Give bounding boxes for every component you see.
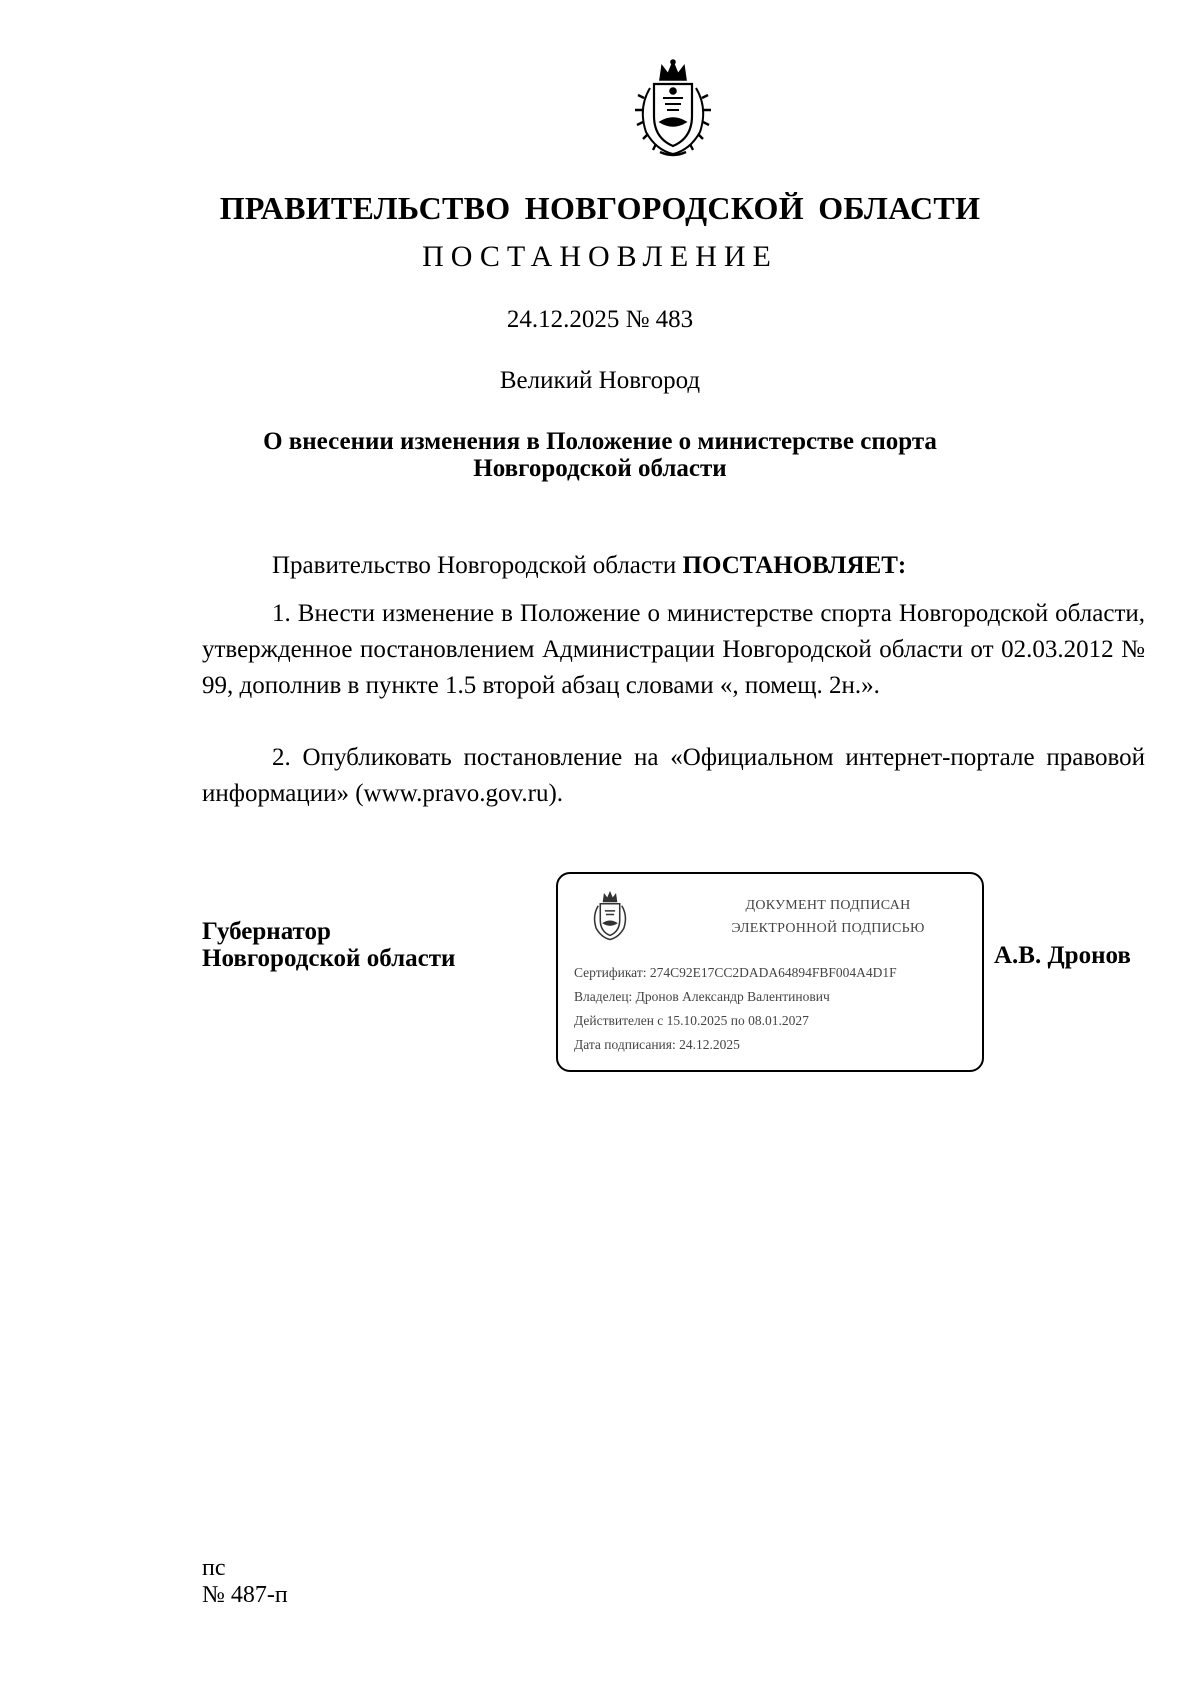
preamble-text: Правительство Новгородской области	[272, 552, 683, 579]
org-title: ПРАВИТЕЛЬСТВО НОВГОРОДСКОЙ ОБЛАСТИ	[219, 190, 981, 226]
signer-title	[202, 918, 455, 972]
signer-title-line-2: Новгородской области	[202, 945, 456, 972]
subject-line-2: Новгородской области	[473, 455, 727, 482]
stamp-heading	[678, 894, 978, 940]
document-date-number: 24.12.2025 № 483	[506, 306, 694, 333]
stamp-validity: Действителен с 15.10.2025 по 08.01.2027	[574, 1013, 809, 1028]
signer-name: А.В. Дронов	[994, 942, 1131, 969]
stamp-heading-line-2: ЭЛЕКТРОННОЙ ПОДПИСЬЮ	[731, 921, 925, 936]
paragraph-2: 2. Опубликовать постановление на «Официальном интернет-портале правовой информации» (www.pravo.gov.ru).	[202, 744, 1145, 807]
footer-line-1: пс	[202, 1555, 226, 1581]
preamble	[202, 548, 1145, 584]
stamp-signing-date: Дата подписания: 24.12.2025	[574, 1037, 740, 1052]
preamble-decree-word: ПОСТАНОВЛЯЕТ:	[682, 552, 907, 579]
stamp-owner: Владелец: Дронов Александр Валентинович	[574, 989, 830, 1004]
stamp-heading-line-1: ДОКУМЕНТ ПОДПИСАН	[745, 898, 911, 913]
footer-line-2: № 487-п	[202, 1582, 288, 1608]
electronic-signature-stamp	[556, 872, 984, 1072]
document-place: Великий Новгород	[499, 367, 701, 394]
coat-of-arms-icon	[630, 58, 716, 158]
document-type: ПОСТАНОВЛЕНИЕ	[422, 240, 778, 273]
coat-of-arms-icon	[588, 890, 632, 942]
signer-title-line-1: Губернатор	[202, 918, 331, 945]
paragraph-1: 1. Внести изменение в Положение о министерстве спорта Новгородской области, утвержденное постановлением Администрации Новгородской области от 02.03.2012 № 99, дополнив в пункте 1.5 второй абзац словами «, помещ. 2н.».	[202, 600, 1145, 699]
document-subject	[0, 428, 1200, 482]
subject-line-1: О внесении изменения в Положение о министерстве спорта	[263, 428, 937, 455]
stamp-certificate: Сертификат: 274C92E17CC2DADA64894FBF004A4D1F	[574, 965, 897, 980]
footer-code	[202, 1555, 288, 1609]
